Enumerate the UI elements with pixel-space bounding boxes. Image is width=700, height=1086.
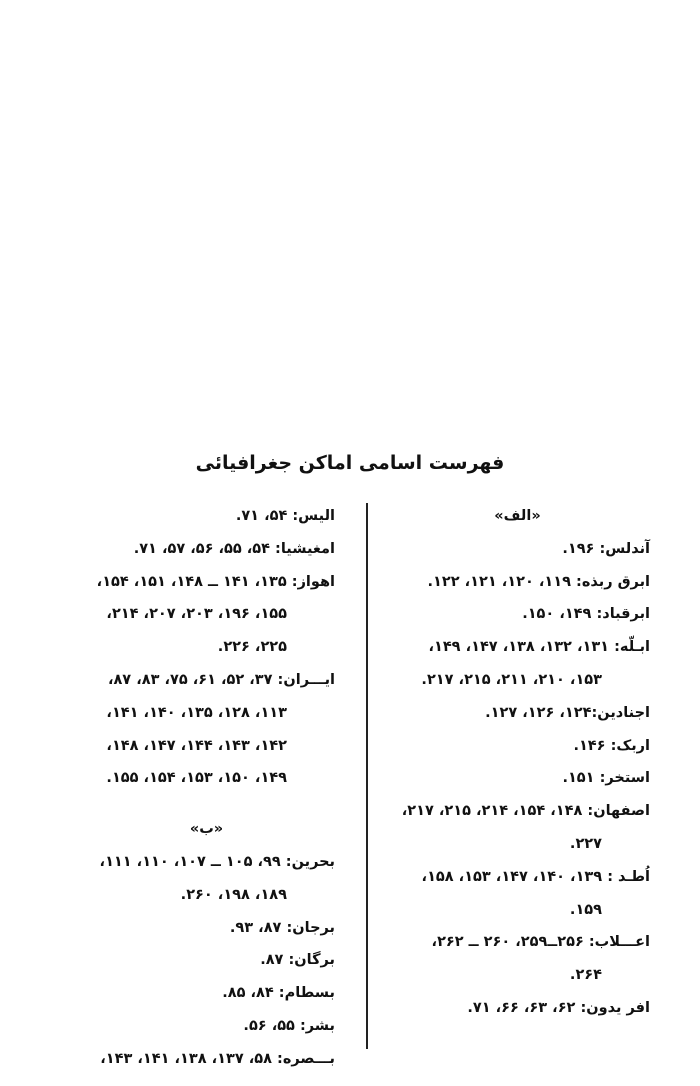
index-entry bbox=[385, 926, 650, 959]
index-entry bbox=[78, 566, 335, 599]
entry-continuation: ۲۶۴. bbox=[569, 967, 602, 984]
index-entry bbox=[78, 944, 335, 977]
entry-page-refs: ۸۷. bbox=[260, 952, 289, 969]
index-entry bbox=[78, 977, 335, 1010]
entry-term: ابرقباد: bbox=[596, 606, 650, 623]
entry-term: اهواز: bbox=[291, 573, 335, 590]
entry-page-refs: ۱۳۹، ۱۴۰، ۱۴۷، ۱۵۳، ۱۵۸، bbox=[421, 868, 608, 885]
index-entry bbox=[385, 533, 650, 566]
entry-page-refs: ۱۱۹، ۱۲۰، ۱۲۱، ۱۲۲. bbox=[427, 573, 577, 590]
index-entry bbox=[78, 1043, 335, 1076]
entry-page-refs: ۱۳۵، ۱۴۱ ــ ۱۴۸، ۱۵۱، ۱۵۴، bbox=[96, 573, 292, 590]
entry-page-refs: ۳۷، ۵۲، ۶۱، ۷۵، ۸۳، ۸۷، bbox=[107, 671, 278, 688]
entry-continuation: ۱۵۵، ۱۹۶، ۲۰۳، ۲۰۷، ۲۱۴، bbox=[106, 606, 287, 623]
entry-term: اُطـد : bbox=[607, 868, 650, 885]
entry-term: آندلس: bbox=[599, 540, 650, 557]
entry-page-refs: ۵۵، ۵۶. bbox=[243, 1017, 300, 1034]
entry-term: بحرین: bbox=[285, 853, 335, 870]
index-entry bbox=[385, 861, 650, 894]
index-entry bbox=[385, 795, 650, 828]
entry-term: بسطام: bbox=[278, 985, 335, 1002]
entry-term: افر یدون: bbox=[580, 999, 650, 1016]
entry-term: برجان: bbox=[286, 919, 335, 936]
left-column bbox=[78, 500, 335, 1076]
index-entry bbox=[385, 762, 650, 795]
entry-page-refs: ۱۹۶. bbox=[562, 540, 600, 557]
page-title: فهرست اسامی اماکن جغرافیائی bbox=[195, 452, 505, 474]
index-entry bbox=[78, 500, 335, 533]
entry-page-refs: ۵۸، ۱۳۷، ۱۳۸، ۱۴۱، ۱۴۳، bbox=[100, 1050, 278, 1067]
index-entry bbox=[78, 912, 335, 945]
entry-continuation: ۱۴۲، ۱۴۳، ۱۴۴، ۱۴۷، ۱۴۸، bbox=[106, 737, 287, 754]
index-entry bbox=[385, 566, 650, 599]
entry-page-refs: ۱۲۴، ۱۲۶، ۱۲۷. bbox=[485, 704, 592, 721]
entry-continuation: ۲۲۵، ۲۲۶. bbox=[217, 639, 287, 656]
entry-continuation: ۱۵۹. bbox=[569, 901, 602, 918]
entry-page-refs: ۹۹، ۱۰۵ ــ ۱۰۷، ۱۱۰، ۱۱۱، bbox=[99, 853, 286, 870]
entry-page-refs: ۱۴۹، ۱۵۰. bbox=[522, 606, 597, 623]
index-entry bbox=[78, 664, 335, 697]
entry-continuation: ۱۸۹، ۱۹۸، ۲۶۰. bbox=[180, 886, 287, 903]
index-entry bbox=[78, 533, 335, 566]
entry-term: استخر: bbox=[599, 770, 650, 787]
entry-page-refs: ۱۴۶. bbox=[573, 737, 611, 754]
entry-term: بشر: bbox=[299, 1017, 335, 1034]
section-spacer bbox=[78, 795, 335, 813]
entry-term: امغیشیا: bbox=[275, 540, 335, 557]
index-entry bbox=[385, 697, 650, 730]
entry-term: ابـلّه: bbox=[614, 639, 650, 656]
entry-term: ابرق ربذه: bbox=[576, 573, 650, 590]
index-entry bbox=[385, 598, 650, 631]
entry-term: الیس: bbox=[292, 508, 335, 524]
entry-page-refs: ۸۷، ۹۳. bbox=[229, 919, 287, 936]
entry-page-refs: ۲۵۶ــ۲۵۹، ۲۶۰ ــ ۲۶۲، bbox=[431, 934, 589, 951]
entry-term: اصفهان: bbox=[587, 803, 650, 820]
entry-page-refs: ۵۴، ۷۱. bbox=[235, 508, 293, 524]
entry-continuation: ۱۱۳، ۱۲۸، ۱۳۵، ۱۴۰، ۱۴۱، bbox=[106, 704, 287, 721]
entry-term: بـــصره: bbox=[277, 1050, 335, 1067]
index-entry bbox=[78, 1010, 335, 1043]
index-entry bbox=[385, 631, 650, 664]
entry-page-refs: ۱۴۸، ۱۵۴، ۲۱۴، ۲۱۵، ۲۱۷، bbox=[401, 803, 588, 820]
entry-term: اربک: bbox=[610, 737, 650, 754]
index-entry bbox=[385, 992, 650, 1025]
entry-page-refs: ۱۳۱، ۱۳۲، ۱۳۸، ۱۴۷، ۱۴۹، bbox=[428, 639, 615, 656]
entry-term: اعـــلاب: bbox=[588, 934, 650, 951]
entry-page-refs: ۱۵۱. bbox=[562, 770, 600, 787]
entry-page-refs: ۶۲، ۶۳، ۶۶، ۷۱. bbox=[467, 999, 581, 1016]
index-entry bbox=[385, 730, 650, 763]
entry-page-refs: ۵۴، ۵۵، ۵۶، ۵۷، ۷۱. bbox=[133, 540, 276, 557]
entry-continuation: ۱۵۳، ۲۱۰، ۲۱۱، ۲۱۵، ۲۱۷. bbox=[421, 671, 602, 688]
column-divider bbox=[366, 503, 368, 1049]
section-heading: «الف» bbox=[494, 508, 541, 524]
entry-term: ایـــران: bbox=[277, 671, 335, 688]
entry-term: اجنادین: bbox=[591, 704, 650, 721]
section-heading: «ب» bbox=[189, 821, 224, 838]
index-entry bbox=[78, 846, 335, 879]
entry-term: برگان: bbox=[288, 952, 335, 969]
right-column bbox=[385, 500, 650, 1025]
entry-continuation: ۱۴۹، ۱۵۰، ۱۵۳، ۱۵۴، ۱۵۵. bbox=[106, 770, 287, 787]
entry-page-refs: ۸۴، ۸۵. bbox=[222, 985, 279, 1002]
entry-continuation: ۲۲۷. bbox=[569, 835, 602, 852]
